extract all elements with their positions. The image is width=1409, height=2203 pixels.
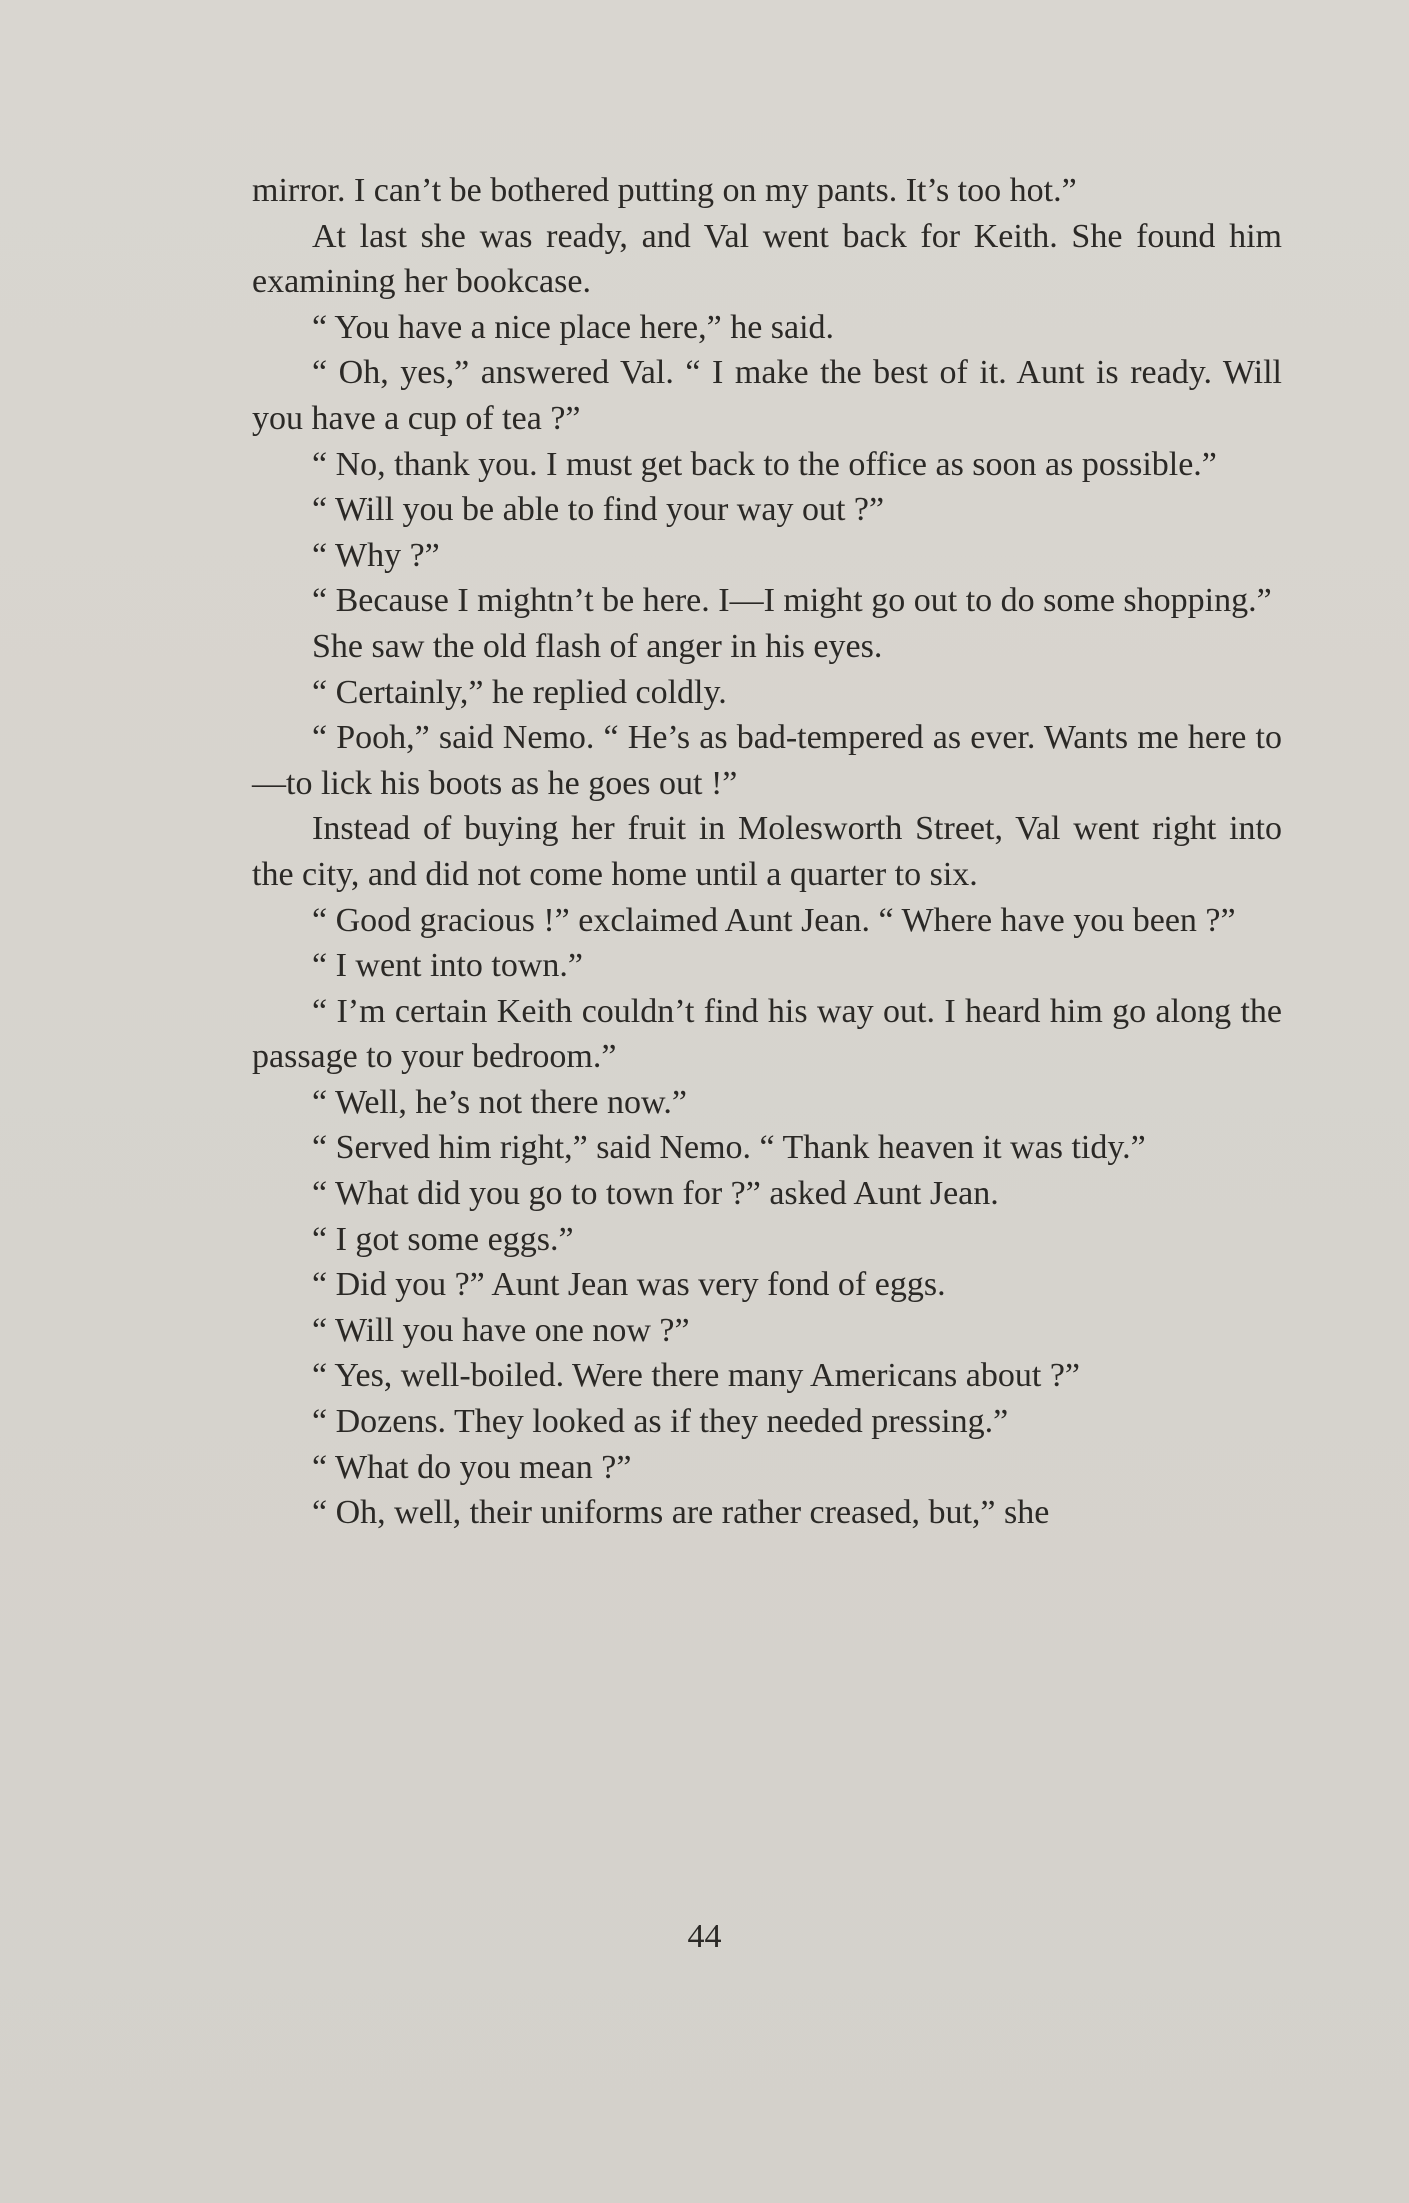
paragraph: “ Well, he’s not there now.” bbox=[312, 1083, 687, 1121]
paragraph: “ Will you be able to find your way out ?” bbox=[312, 491, 885, 529]
paragraph: “ Dozens. They looked as if they needed pressing.” bbox=[312, 1403, 1009, 1441]
paragraph: Instead of buying her fruit in Molesworth Street, Val went right into the city, and did not come home until a quarter to six. bbox=[252, 810, 1282, 893]
paragraph: “ No, thank you. I must get back to the office as soon as possible.” bbox=[312, 445, 1217, 483]
paragraph: “ I got some eggs.” bbox=[312, 1220, 574, 1258]
paragraph: “ Did you ?” Aunt Jean was very fond of eggs. bbox=[312, 1266, 946, 1304]
paragraph: “ You have a nice place here,” he said. bbox=[312, 308, 835, 346]
paragraph: “ Pooh,” said Nemo. “ He’s as bad-tempered as ever. Wants me here to—to lick his boots as he goes out !” bbox=[252, 719, 1282, 802]
paragraph: “ I went into town.” bbox=[312, 947, 583, 985]
paragraph: She saw the old flash of anger in his eyes. bbox=[312, 627, 883, 665]
paragraph: “ Good gracious !” exclaimed Aunt Jean. “ Where have you been ?” bbox=[312, 901, 1236, 939]
paragraph: “ What do you mean ?” bbox=[312, 1448, 632, 1486]
paragraph: “ Because I mightn’t be here. I—I might go out to do some shopping.” bbox=[312, 582, 1272, 620]
paragraph: “ Certainly,” he replied coldly. bbox=[312, 673, 727, 711]
paragraph: “ Oh, well, their uniforms are rather creased, but,” she bbox=[312, 1494, 1050, 1532]
paragraph: “ Why ?” bbox=[312, 536, 440, 574]
paragraph: mirror. I can’t be bothered putting on my pants. It’s too hot.” bbox=[252, 172, 1077, 209]
paragraph: “ Oh, yes,” answered Val. “ I make the best of it. Aunt is ready. Will you have a cup of tea ?” bbox=[252, 354, 1282, 437]
paragraph: “ I’m certain Keith couldn’t find his way out. I heard him go along the passage to your bedroom.” bbox=[252, 992, 1282, 1076]
page-number: 44 bbox=[687, 1918, 722, 1955]
paragraph: “ Yes, well-boiled. Were there many Americans about ?” bbox=[312, 1357, 1081, 1395]
body-text bbox=[252, 168, 1282, 1536]
paragraph: “ Served him right,” said Nemo. “ Thank heaven it was tidy.” bbox=[312, 1129, 1146, 1167]
paragraph: “ What did you go to town for ?” asked Aunt Jean. bbox=[312, 1175, 999, 1213]
paragraph: “ Will you have one now ?” bbox=[312, 1311, 690, 1349]
paragraph: At last she was ready, and Val went back for Keith. She found him examining her bookcase. bbox=[252, 217, 1282, 301]
